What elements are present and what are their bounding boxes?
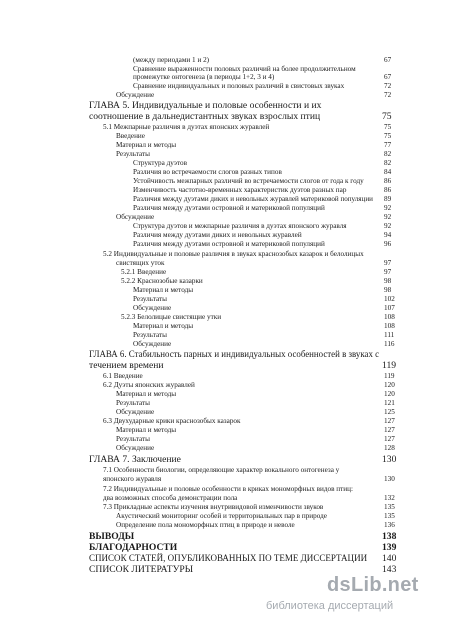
toc-entry-title: 5.2.1 Введение (121, 268, 167, 276)
toc-entry-title: Структура дуэтов (133, 159, 188, 167)
toc-entry-page: 72 (384, 91, 392, 99)
toc-entry-page: 75 (384, 123, 392, 131)
toc-entry-page: 127 (384, 417, 395, 425)
toc-entry-title: ГЛАВА 7. Заключение (89, 454, 181, 465)
watermark-caption: библиотека диссертаций (266, 600, 394, 612)
toc-entry-page: 92 (384, 204, 392, 212)
toc-entry-title: Результаты (116, 435, 150, 443)
toc-entry-title: Введение (116, 132, 145, 140)
toc-entry-title: Сравнение выраженности половых различий на более продолжительном (133, 65, 356, 73)
toc-entry-title: Обсуждение (116, 213, 155, 221)
toc-entry-title: Акустический мониторинг особей и территориальных пар в природе (116, 512, 327, 520)
toc-entry-page: 116 (384, 340, 395, 348)
toc-entry-page: 107 (384, 304, 395, 312)
toc-entry-title: Материал и методы (133, 322, 194, 330)
toc-entry-title: Обсуждение (116, 408, 155, 416)
toc-entry-page: 86 (384, 177, 392, 185)
toc-entry (0, 520, 450, 530)
toc-entry-page: 140 (382, 553, 397, 564)
toc-entry-title: Результаты (116, 150, 150, 158)
toc-entry-title: 5.2.2 Краснозобые казарки (121, 277, 203, 285)
toc-entry-title: два возможных способа демонстрации пола (103, 494, 238, 502)
toc-entry-page: 72 (384, 82, 392, 90)
toc-entry-page: 136 (384, 521, 395, 529)
toc-entry-title: свистящих уток (116, 259, 165, 267)
toc-entry-title: японского журавля (103, 475, 162, 483)
toc-entry-page: 135 (384, 503, 395, 511)
toc-entry-title: 7.2 Индивидуальные и половые особенности в криках мономорфных видов птиц: (103, 485, 353, 493)
toc-entry-title: промежутке онтогенеза (в периоды 1+2, 3 и 4) (133, 73, 275, 81)
toc-entry-title: Различия между дуэтами островной и материковой популяций (133, 204, 325, 212)
toc-entry-title: Различия между дуэтами диких и невольных журавлей материковой популяции (133, 195, 373, 203)
toc-entry-title: Обсуждение (133, 340, 172, 348)
toc-entry-title: Материал и методы (133, 286, 194, 294)
toc-entry-title: 5.1 Межпарные различия в дуэтах японских журавлей (103, 123, 270, 131)
toc-entry-page: 82 (384, 159, 392, 167)
toc-entry-title: Обсуждение (133, 304, 172, 312)
toc-entry-title: Результаты (116, 399, 150, 407)
toc-entry (0, 443, 450, 453)
toc-entry-page: 75 (382, 111, 392, 122)
toc-entry-page: 127 (384, 426, 395, 434)
toc-entry-page: 119 (382, 360, 397, 371)
toc-entry-title: 7.3 Прикладные аспекты изучения внутривидовой изменчивости звуков (103, 503, 324, 511)
toc-entry-title: 7.1 Особенности биологии, определяющие характер вокального онтогенеза у (103, 466, 340, 474)
toc-entry-page: 128 (384, 444, 395, 452)
toc-entry-page: 143 (382, 564, 397, 575)
toc-entry-page: 108 (384, 313, 395, 321)
toc-entry-page: 125 (384, 408, 395, 416)
toc-entry-title: Материал и методы (116, 141, 177, 149)
toc-entry-title: 6.3 Двухударные крики краснозобых казарок (103, 417, 241, 425)
toc-entry-page: 89 (384, 195, 392, 203)
toc-entry-page: 130 (384, 475, 395, 483)
toc-entry-title: Результаты (133, 295, 167, 303)
toc-entry-title: СПИСОК СТАТЕЙ, ОПУБЛИКОВАННЫХ ПО ТЕМЕ ДИССЕРТАЦИИ (89, 553, 368, 564)
toc-entry-title: Сравнение индивидуальных и половых различий в свистовых звуках (133, 82, 345, 90)
toc-entry-page: 98 (384, 286, 392, 294)
toc-entry-page: 77 (384, 141, 392, 149)
toc-entry-page: 98 (384, 277, 392, 285)
toc-entry (0, 239, 450, 249)
toc-entry-title: СПИСОК ЛИТЕРАТУРЫ (89, 564, 194, 575)
toc-entry-title: течением времени (89, 360, 164, 371)
toc-entry-page: 97 (384, 268, 392, 276)
toc-entry-title: ГЛАВА 6. Стабильность парных и индивидуальных особенностей в звуках с (89, 349, 380, 360)
toc-entry-page: 130 (382, 454, 397, 465)
toc-entry-page: 92 (384, 222, 392, 230)
toc-entry-title: Материал и методы (116, 426, 177, 434)
toc-entry-title: Материал и методы (116, 390, 177, 398)
toc-entry-title: 5.2.3 Белолицые свистящие утки (121, 313, 222, 321)
toc-entry-page: 127 (384, 435, 395, 443)
toc-entry-title: Различия между дуэтами диких и невольных журавлей (133, 231, 302, 239)
toc-entry-title: Структура дуэтов и межпарные различия в дуэтах японского журавля (133, 222, 347, 230)
toc-entry-page: 97 (384, 259, 392, 267)
toc-entry-title: Изменчивость частотно-временных характеристик дуэтов разных пар (133, 186, 347, 194)
toc-entry-page: 120 (384, 381, 395, 389)
toc-entry-page: 108 (384, 322, 395, 330)
toc-entry-title: (между периодами 1 и 2) (133, 56, 210, 64)
toc-entry-page: 111 (384, 331, 395, 339)
toc-entry-title: Обсуждение (116, 91, 155, 99)
toc-entry-page: 132 (384, 494, 395, 502)
toc-entry-page: 135 (384, 512, 395, 520)
toc-entry-title: Различия во встречаемости слогов разных типов (133, 168, 282, 176)
toc-entry-title: Устойчивость межпарных различий во встречаемости слогов от года к году (133, 177, 364, 185)
toc-entry-page: 94 (384, 231, 392, 239)
toc-entry-title: Обсуждение (116, 444, 155, 452)
toc-entry-page: 139 (382, 542, 397, 553)
toc-entry-page: 138 (382, 531, 397, 542)
toc-entry-page: 82 (384, 150, 392, 158)
toc-entry-title: Результаты (133, 331, 167, 339)
toc-entry-page: 102 (384, 295, 395, 303)
watermark-logo: dsLib.net (327, 574, 419, 596)
toc-entry-page: 67 (384, 73, 392, 81)
toc-entry-page: 121 (384, 399, 395, 407)
toc-entry-title: ВЫВОДЫ (89, 531, 135, 542)
toc-entry-page: 75 (384, 132, 392, 140)
toc-entry-title: БЛАГОДАРНОСТИ (89, 542, 178, 553)
toc-entry (0, 474, 450, 484)
toc-entry-page: 96 (384, 240, 392, 248)
toc-entry-title: Определение пола мономорфных птиц в природе и неволе (116, 521, 295, 529)
toc-entry-page: 84 (384, 168, 392, 176)
toc-entry-page: 86 (384, 186, 392, 194)
toc-entry-title: Различия между дуэтами островной и материковой популяций (133, 240, 325, 248)
toc-entry-title: соотношение в дальнедистантных звуках взрослых птиц (89, 111, 321, 122)
toc-entry-page: 67 (384, 56, 392, 64)
toc-entry-page: 119 (384, 372, 395, 380)
toc-entry-title: ГЛАВА 5. Индивидуальные и половые особенности и их (89, 100, 322, 111)
toc-entry-page: 92 (384, 213, 392, 221)
toc-entry-page: 120 (384, 390, 395, 398)
toc-entry-title: 6.2 Дуэты японских журавлей (103, 381, 195, 389)
toc-entry-title: 6.1 Введение (103, 372, 143, 380)
toc-entry-title: 5.2 Индивидуальные и половые различия в звуках краснозобых казарок и белолицых (103, 250, 364, 258)
